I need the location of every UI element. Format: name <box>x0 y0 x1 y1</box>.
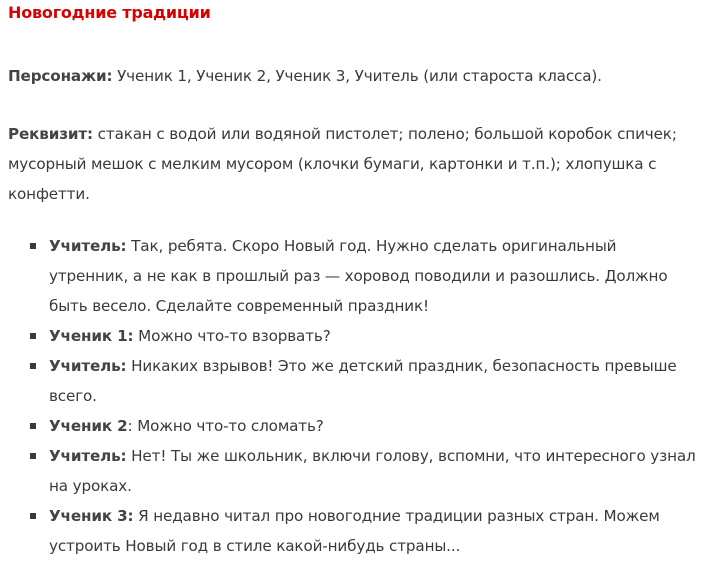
dialogue-item <box>49 501 698 561</box>
characters-label: Персонажи: <box>8 67 113 85</box>
dialogue-item <box>49 441 698 501</box>
speaker-name: Ученик 1: <box>49 327 134 345</box>
props-text: стакан с водой или водяной пистолет; полено; большой коробок спичек; мусорный мешок с мелким мусором (клочки бумаги, картонки и т.п.); хлопушка с конфетти. <box>8 125 677 203</box>
props-paragraph <box>8 119 698 209</box>
dialogue-line: Нет! Ты же школьник, включи голову, вспомни, что интересного узнал на уроках. <box>49 447 696 495</box>
article-title: Новогодние традиции <box>8 3 211 22</box>
dialogue-line: Так, ребята. Скоро Новый год. Нужно сделать оригинальный утренник, а не как в прошлый раз — хоровод поводили и разошлись. Должно быть весело. Сделайте современный праздник! <box>49 237 668 315</box>
props-label: Реквизит: <box>8 125 93 143</box>
speaker-name: Учитель: <box>49 357 127 375</box>
dialogue-item <box>49 411 698 441</box>
bullet-square-icon <box>30 423 36 429</box>
dialogue-item <box>49 231 698 321</box>
dialogue-line: Можно что-то взорвать? <box>133 327 331 345</box>
dialogue-list <box>8 231 698 561</box>
bullet-square-icon <box>30 453 36 459</box>
characters-paragraph <box>8 61 698 91</box>
bullet-square-icon <box>30 333 36 339</box>
bullet-square-icon <box>30 513 36 519</box>
speaker-name: Учитель: <box>49 237 127 255</box>
dialogue-line: : Можно что-то сломать? <box>127 417 324 435</box>
dialogue-item <box>49 351 698 411</box>
dialogue-line: Никаких взрывов! Это же детский праздник, безопасность превыше всего. <box>49 357 677 405</box>
speaker-name: Ученик 2 <box>49 417 128 435</box>
speaker-name: Учитель: <box>49 447 127 465</box>
bullet-square-icon <box>30 363 36 369</box>
article <box>8 0 698 561</box>
speaker-name: Ученик 3: <box>49 507 134 525</box>
dialogue-item <box>49 321 698 351</box>
characters-text: Ученик 1, Ученик 2, Ученик 3, Учитель (или староста класса). <box>112 67 602 85</box>
dialogue-line: Я недавно читал про новогодние традиции разных стран. Можем устроить Новый год в стиле какой-нибудь страны... <box>49 507 660 555</box>
bullet-square-icon <box>30 243 36 249</box>
